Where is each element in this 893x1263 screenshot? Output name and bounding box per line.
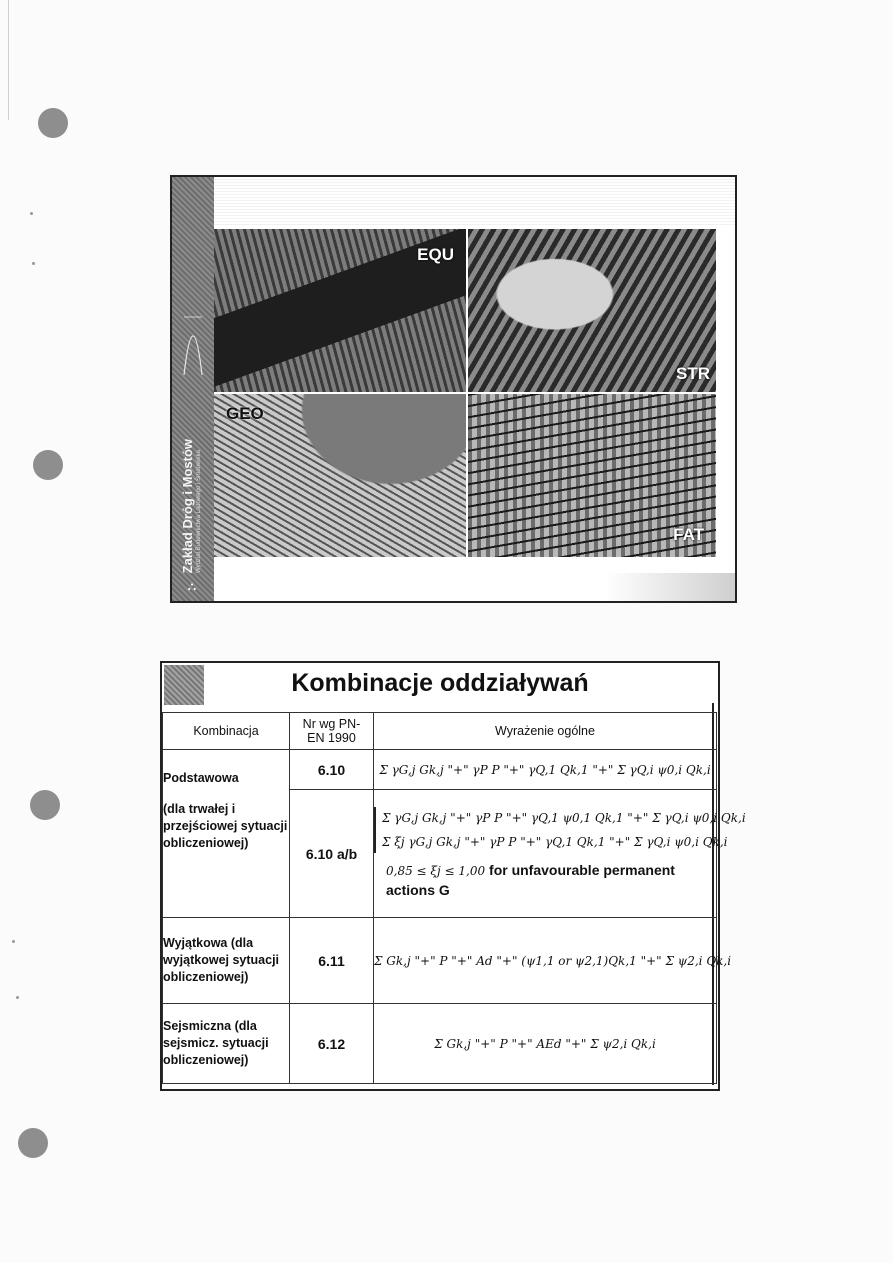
header-number-text: Nr wg PN-EN 1990 (302, 717, 361, 745)
label-basic: Podstawowa (163, 771, 239, 785)
note-text: for unfavourable permanent actions G (386, 861, 675, 898)
table-row (163, 918, 717, 1004)
table-header-row (163, 713, 717, 750)
table-row (163, 750, 717, 790)
combination-label (163, 750, 290, 918)
equation-number: 6.12 (290, 1004, 374, 1084)
photo-str (468, 229, 716, 392)
header-number (290, 713, 374, 750)
photo-label-str: STR (676, 364, 710, 383)
combination-label: Sejsmiczna (dla sejsmicz. sytuacji obliczeniowej) (163, 1004, 290, 1084)
combinations-table (162, 712, 746, 1084)
combination-label: Wyjątkowa (dla wyjątkowej sytuacji obliczeniowej) (163, 918, 290, 1004)
equation-6-10b: Σ ξj γG,j Gk,j "+" γP P "+" γQ,1 Qk,1 "+" Σ γQ,i ψ0,i Qk,i (382, 834, 728, 849)
punch-hole (33, 450, 63, 480)
page-edge-line (8, 0, 9, 120)
slide-bottom-band (214, 573, 735, 601)
faculty-logo-icon: ⛬ (187, 579, 197, 593)
equation-brace (374, 807, 746, 853)
slide-combinations (160, 661, 746, 1091)
slide-title: Kombinacje oddziaływań (291, 669, 589, 697)
equation-expression (374, 750, 717, 790)
photo-label-equ: EQU (417, 245, 454, 264)
equation-expression (374, 1004, 717, 1084)
equation-note (374, 861, 716, 900)
scan-speck (16, 996, 19, 999)
equation-number: 6.10 (290, 750, 374, 790)
equation-6-12: Σ Gk,j "+" P "+" AEd "+" Σ ψ2,i Qk,i (434, 1036, 656, 1051)
punch-hole (38, 108, 68, 138)
scan-speck (30, 212, 33, 215)
photo-fat (468, 394, 716, 557)
photo-label-fat: FAT (673, 525, 704, 544)
slide-top-band (214, 177, 735, 227)
photo-equ (214, 229, 466, 392)
header-combination: Kombinacja (163, 713, 290, 750)
sidebar-subtitle: Wydział Budownictwa Lądowego i Środowiska (196, 449, 202, 573)
equation-number: 6.10 a/b (290, 790, 374, 918)
sidebar-title: Zakład Dróg i Mostów (180, 438, 195, 573)
equation-6-10: Σ γG,j Gk,j "+" γP P "+" γQ,1 Qk,1 "+" Σ γQ,i ψ0,i Qk,i (379, 762, 711, 777)
equation-number: 6.11 (290, 918, 374, 1004)
scan-speck (12, 940, 15, 943)
punch-hole (18, 1128, 48, 1158)
scan-speck (32, 262, 35, 265)
equation-6-10a: Σ γG,j Gk,j "+" γP P "+" γQ,1 ψ0,1 Qk,1 "+" Σ γQ,i ψ0,i Qk,i (382, 810, 746, 825)
photo-label-geo: GEO (226, 404, 264, 423)
slide-limit-states (170, 175, 737, 603)
table-row (163, 1004, 717, 1084)
equation-expression (374, 918, 732, 1004)
xi-condition: 0,85 ≤ ξj ≤ 1,00 (386, 863, 486, 878)
equation-expression (374, 790, 746, 918)
punch-hole (30, 790, 60, 820)
header-expression: Wyrażenie ogólne (374, 713, 717, 750)
slide-sidebar (172, 177, 214, 601)
equation-6-11: Σ Gk,j "+" P "+" Ad "+" (ψ1,1 or ψ2,1)Qk,1 "+" Σ ψ2,i Qk,i (374, 953, 732, 968)
photo-geo (214, 394, 466, 557)
label-basic-situation: (dla trwałej i przejściowej sytuacji obliczeniowej) (163, 801, 288, 850)
bridge-arch-decoration (182, 257, 204, 377)
